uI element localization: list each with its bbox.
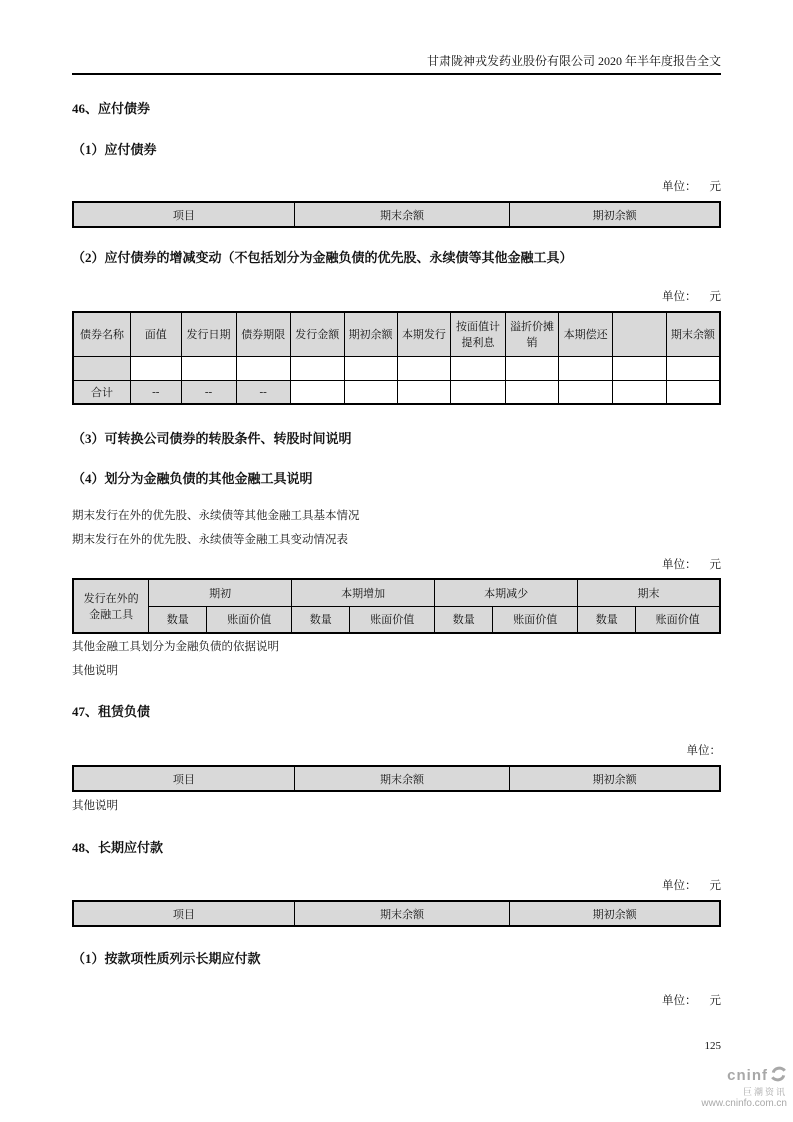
cninfo-logo-chinese: 巨潮资讯 [742, 1086, 787, 1097]
col-header-issued-this-period: 本期发行 [397, 312, 451, 356]
table-header-row [73, 901, 720, 926]
unit-value: 元 [709, 291, 721, 303]
table-cell: -- [236, 380, 290, 404]
cninfo-logo-url: www.cninfo.com.cn [701, 1098, 787, 1110]
unit-value: 元 [709, 181, 721, 193]
table-cell [181, 356, 236, 380]
table-cell [451, 380, 505, 404]
col-header-opening-balance: 期初余额 [344, 312, 397, 356]
cninfo-logo [701, 1066, 787, 1109]
col-header-closing-balance: 期末余额 [294, 766, 509, 791]
lease-liabilities-table [72, 765, 721, 792]
col-header-opening-balance: 期初余额 [510, 901, 720, 926]
unit-value: 元 [709, 995, 721, 1007]
table-cell [131, 356, 181, 380]
section-48-1-heading: （1）按款项性质列示长期应付款 [72, 951, 261, 966]
unit-label: 单位： [662, 995, 697, 1007]
unit-line-46-1 [72, 180, 721, 194]
table-cell [559, 356, 613, 380]
unit-label: 单位： [662, 559, 697, 571]
bond-movement-table [72, 311, 721, 405]
bonds-payable-table [72, 201, 721, 228]
subcol-quantity: 数量 [149, 606, 207, 633]
subcol-quantity: 数量 [292, 606, 350, 633]
col-header-bond-term: 债券期限 [236, 312, 290, 356]
table-header-row [73, 312, 720, 356]
col-header-issue-amount: 发行金额 [290, 312, 344, 356]
page-number: 125 [704, 1040, 721, 1052]
unit-line-46-2 [72, 290, 721, 304]
subcol-quantity: 数量 [435, 606, 493, 633]
table-cell [613, 380, 667, 404]
col-header-opening-balance: 期初余额 [510, 202, 720, 227]
group-header-increase: 本期增加 [292, 579, 435, 606]
table-cell [666, 356, 720, 380]
group-header-opening: 期初 [149, 579, 292, 606]
col-header-interest-at-face: 按面值计提利息 [451, 312, 505, 356]
col-header-blank [613, 312, 667, 356]
subcol-carrying-value: 账面价值 [207, 606, 292, 633]
table-cell [559, 380, 613, 404]
unit-label: 单位： [686, 745, 721, 757]
cninfo-logo-text: cninf [727, 1067, 768, 1084]
page-header [72, 0, 721, 75]
financial-instruments-table [72, 578, 721, 634]
col-header-bond-name: 债券名称 [73, 312, 131, 356]
note-outstanding-instruments-basic: 期末发行在外的优先股、永续债等其他金融工具基本情况 [72, 510, 360, 522]
cninfo-swirl-icon [770, 1066, 787, 1087]
table-cell [344, 356, 397, 380]
group-header-decrease: 本期减少 [435, 579, 578, 606]
section-46-heading: 46、应付债券 [72, 101, 151, 116]
subcol-carrying-value: 账面价值 [350, 606, 435, 633]
table-cell [397, 380, 451, 404]
unit-value: 元 [709, 559, 721, 571]
table-cell [236, 356, 290, 380]
col-header-item: 项目 [73, 766, 294, 791]
col-header-line2: 金融工具 [89, 609, 134, 621]
table-cell [505, 380, 559, 404]
col-header-closing-balance: 期末余额 [294, 901, 509, 926]
table-cell [451, 356, 505, 380]
unit-label: 单位： [662, 291, 697, 303]
section-46-4-heading: （4）划分为金融负债的其他金融工具说明 [72, 471, 313, 486]
table-cell: -- [131, 380, 181, 404]
subcol-carrying-value: 账面价值 [493, 606, 578, 633]
unit-value: 元 [709, 880, 721, 892]
table-cell [613, 356, 667, 380]
unit-line-48 [72, 879, 721, 893]
unit-line-47 [72, 744, 721, 758]
table-header-row [73, 202, 720, 227]
table-cell [666, 380, 720, 404]
table-cell [397, 356, 451, 380]
table-row-total [73, 380, 720, 404]
table-cell [290, 356, 344, 380]
note-classification-basis: 其他金融工具划分为金融负债的依据说明 [72, 641, 279, 653]
section-46-1-heading: （1）应付债券 [72, 142, 157, 157]
table-group-header-row [73, 579, 720, 606]
col-header-repaid-this-period: 本期偿还 [559, 312, 613, 356]
section-48-heading: 48、长期应付款 [72, 840, 164, 855]
long-term-payables-table [72, 900, 721, 927]
table-cell [73, 356, 131, 380]
note-outstanding-instruments-changes: 期末发行在外的优先股、永续债等金融工具变动情况表 [72, 534, 348, 546]
group-header-closing: 期末 [578, 579, 720, 606]
table-cell: -- [181, 380, 236, 404]
col-header-outstanding-instruments [73, 579, 149, 633]
table-cell [344, 380, 397, 404]
col-header-issue-date: 发行日期 [181, 312, 236, 356]
subcol-carrying-value: 账面价值 [636, 606, 720, 633]
col-header-item: 项目 [73, 202, 294, 227]
col-header-premium-amortization: 溢折价摊销 [505, 312, 559, 356]
col-header-closing-balance: 期末余额 [666, 312, 720, 356]
total-label-cell: 合计 [73, 380, 131, 404]
table-header-row [73, 766, 720, 791]
unit-label: 单位： [662, 880, 697, 892]
section-46-2-heading: （2）应付债券的增减变动（不包括划分为金融负债的优先股、永续债等其他金融工具） [72, 250, 573, 265]
note-other-notes: 其他说明 [72, 800, 118, 812]
col-header-item: 项目 [73, 901, 294, 926]
note-other-notes: 其他说明 [72, 665, 118, 677]
col-header-closing-balance: 期末余额 [294, 202, 509, 227]
table-cell [290, 380, 344, 404]
table-cell [505, 356, 559, 380]
unit-line-48-1 [72, 994, 721, 1008]
col-header-face-value: 面值 [131, 312, 181, 356]
col-header-opening-balance: 期初余额 [510, 766, 720, 791]
col-header-line1: 发行在外的 [83, 593, 139, 605]
section-46-3-heading: （3）可转换公司债券的转股条件、转股时间说明 [72, 431, 352, 446]
report-title: 甘肃陇神戎发药业股份有限公司 2020 年半年度报告全文 [426, 54, 721, 68]
table-row-empty [73, 356, 720, 380]
section-47-heading: 47、租赁负债 [72, 704, 151, 719]
subcol-quantity: 数量 [578, 606, 636, 633]
unit-line-46-4 [72, 558, 721, 572]
table-subheader-row [73, 606, 720, 633]
unit-label: 单位： [662, 181, 697, 193]
